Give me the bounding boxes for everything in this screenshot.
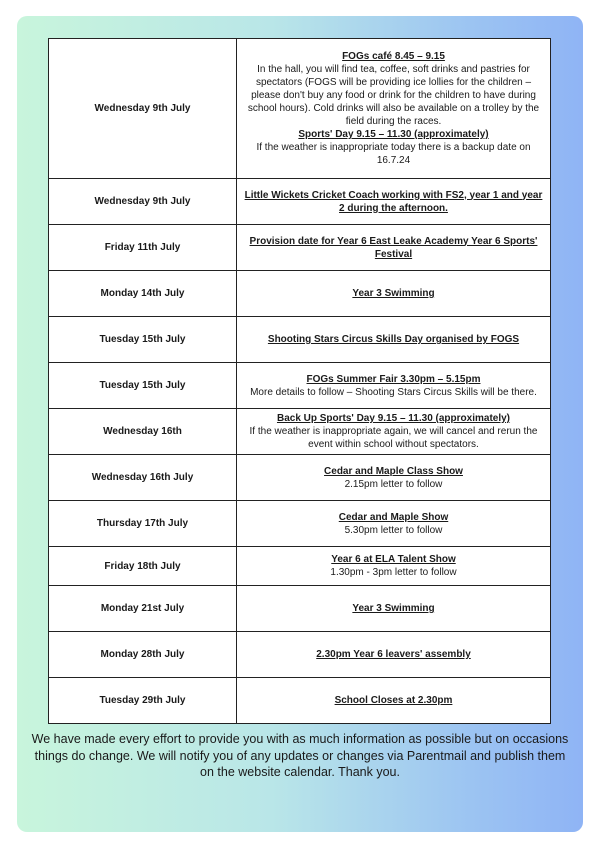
schedule-row (49, 678, 551, 724)
schedule-row (49, 317, 551, 363)
schedule-row (49, 455, 551, 501)
event-details (237, 632, 551, 678)
event-date: Friday 18th July (49, 547, 237, 586)
event-title: 2.30pm Year 6 leavers' assembly (316, 649, 471, 660)
schedule-row (49, 409, 551, 455)
event-title: School Closes at 2.30pm (334, 695, 453, 706)
event-details (237, 547, 551, 586)
event-title: FOGs Summer Fair 3.30pm – 5.15pm (306, 373, 481, 385)
event-details (237, 409, 551, 455)
event-date: Monday 28th July (49, 632, 237, 678)
event-title: Cedar and Maple Show (338, 511, 449, 523)
schedule-body (49, 39, 551, 724)
event-date: Wednesday 9th July (49, 179, 237, 225)
event-title: Year 6 at ELA Talent Show (331, 554, 456, 565)
schedule-row (49, 363, 551, 409)
schedule-row (49, 547, 551, 586)
event-details (237, 179, 551, 225)
event-note: More details to follow – Shooting Stars Circus Skills will be there. (250, 386, 537, 398)
event-title: Year 3 Swimming (352, 288, 435, 299)
event-date: Monday 21st July (49, 586, 237, 632)
event-date: Thursday 17th July (49, 501, 237, 547)
event-note: If the weather is inappropriate again, we will cancel and rerun the event within school without spectators. (249, 426, 538, 450)
event-title: Provision date for Year 6 East Leake Academy Year 6 Sports' Festival (249, 235, 538, 260)
schedule-row (49, 501, 551, 547)
event-details (237, 317, 551, 363)
event-details (237, 363, 551, 409)
event-date: Monday 14th July (49, 271, 237, 317)
event-details (237, 501, 551, 547)
schedule-table (48, 38, 551, 724)
event-date: Friday 11th July (49, 225, 237, 271)
event-details (237, 271, 551, 317)
event-note: If the weather is inappropriate today there is a backup date on 16.7.24 (256, 142, 531, 166)
event-details (237, 225, 551, 271)
event-title: Sports' Day 9.15 – 11.30 (approximately) (298, 129, 489, 140)
event-title: Cedar and Maple Class Show (324, 465, 463, 477)
event-title: Back Up Sports' Day 9.15 – 11.30 (approximately) (276, 413, 511, 424)
event-details (237, 586, 551, 632)
event-date: Wednesday 16th (49, 409, 237, 455)
event-date: Tuesday 15th July (49, 363, 237, 409)
footer-note: We have made every effort to provide you with as much information as possible but on occasions things do change. We will notify you of any updates or changes via Parentmail and publish them on the website calendar. Thank you. (31, 732, 569, 779)
schedule-row (49, 39, 551, 179)
event-date: Tuesday 29th July (49, 678, 237, 724)
event-note: 2.15pm letter to follow (344, 478, 443, 490)
event-details (237, 455, 551, 501)
event-note: In the hall, you will find tea, coffee, soft drinks and pastries for spectators (FOGS will be providing ice lollies for the children – please don't buy any food or drink for the children to have during school hours). Cold drinks will also be available on a trolley by the field during the races. (247, 64, 540, 127)
event-title: Year 3 Swimming (352, 603, 435, 614)
schedule-row (49, 586, 551, 632)
schedule-row (49, 225, 551, 271)
event-date: Tuesday 15th July (49, 317, 237, 363)
event-note: 5.30pm letter to follow (344, 524, 443, 536)
event-title: Little Wickets Cricket Coach working with FS2, year 1 and year 2 during the afternoon. (244, 189, 543, 214)
schedule-row (49, 271, 551, 317)
event-title: Shooting Stars Circus Skills Day organised by FOGS (267, 334, 520, 345)
event-note: 1.30pm - 3pm letter to follow (330, 567, 457, 578)
event-date: Wednesday 9th July (49, 39, 237, 179)
schedule-row (49, 632, 551, 678)
event-date: Wednesday 16th July (49, 455, 237, 501)
event-details (237, 39, 551, 179)
event-title: FOGs café 8.45 – 9.15 (342, 51, 445, 62)
event-details (237, 678, 551, 724)
schedule-row (49, 179, 551, 225)
